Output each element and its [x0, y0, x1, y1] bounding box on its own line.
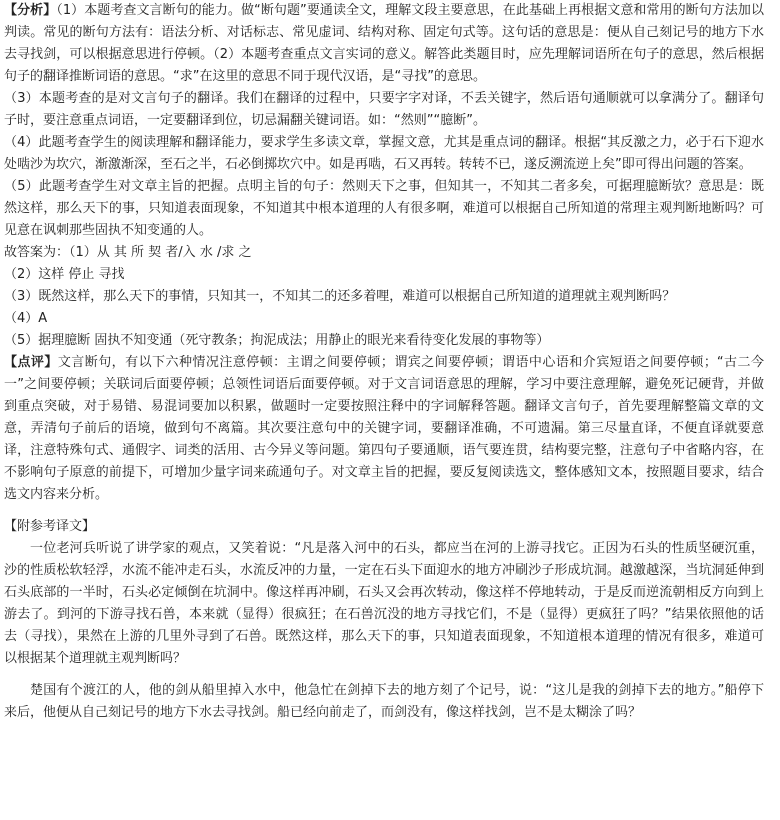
comment-section [4, 352, 764, 506]
analysis-paragraph-1 [4, 0, 764, 88]
answers-section [4, 242, 764, 352]
translation-paragraph-1: 一位老河兵听说了讲学家的观点，又笑着说：“凡是落入河中的石头，都应当在河的上游寻找它。正因为石头的性质坚硬沉重，沙的性质松软轻浮，水流不能冲走石头，水流反冲的力量，一定在石头下面迎水的地方冲刷沙子形成坑洞。越激越深，当坑洞延伸到石头底部的一半时，石头必定倾倒在坑洞中。像这样再冲刷，石头又会再次转动，像这样不停地转动，于是反而逆流朝相反方向到上游去了。到河的下游寻找石兽，本来就（显得）很疯狂；在石兽沉没的地方寻找它们，不是（显得）更疯狂了吗？”结果依照他的话去（寻找），果然在上游的几里外寻到了石兽。既然这样，那么天下的事，只知道表面现象，不知道根本道理的情况有很多，难道可以根据某个道理就主观判断吗？ [4, 541, 764, 666]
comment-text: 文言断句，有以下六种情况注意停顿：主谓之间要停顿；谓宾之间要停顿；谓语中心语和介宾短语之间要停顿；“古二今一”之间要停顿；关联词后面要停顿；总领性词语后面要停顿。对于文言词语意思的理解，学习中要注意理解，避免死记硬背，并做到重点突破，对于易错、易混词要加以积累，做题时一定要按照注释中的字词解释答题。翻译文言句子，首先要理解整篇文章的文意，弄清句子前后的语境，做到句不离篇。其次要注意句中的关键字词，要翻译准确，不可遗漏。第三尽量直译，不便直译就要意译，注意特殊句式、通假字、词类的活用、古今异义等问题。第四句子要通顺，语气要连贯，结构要完整，注意句子中省略内容，在不影响句子原意的前提下，可增加少量字词来疏通句子。对文章主旨的把握，要反复阅读选文，整体感知文本，按照题目要求，结合选文内容来分析。 [4, 355, 764, 502]
answer-2: （2）这样 停止 寻找 [4, 267, 125, 282]
analysis-paragraph-2: （3）本题考查的是对文言句子的翻译。我们在翻译的过程中，只要字字对译，不丢关键字，然后语句通顺就可以拿满分了。翻译句子时，要注意重点词语，一定要翻译到位，切忌漏翻关键词语。如：“然则”“臆断”。 [4, 91, 764, 128]
answer-4: （4）A [4, 311, 48, 326]
comment-heading: 【点评】 [4, 355, 58, 370]
analysis-paragraph-4: （5）此题考查学生对文章主旨的把握。点明主旨的句子：然则天下之事，但知其一，不知其二者多矣，可据理臆断欤？意思是：既然这样，那么天下的事，只知道表面现象，不知道其中根本道理的人有很多啊，难道可以根据自己所知道的常理主观判断地断吗？可见意在讽刺那些固执不知变通的人。 [4, 179, 764, 238]
translation-heading: 【附参考译文】 [4, 519, 96, 534]
section-spacer [4, 506, 764, 516]
answer-5: （5）据理臆断 固执不知变通（死守教条；拘泥成法；用静止的眼光来看待变化发展的事物等） [4, 333, 550, 348]
analysis-text-1: （1）本题考查文言断句的能力。做“断句题”要通读全文，理解文段主要意思，在此基础上再根据文意和常用的断句方法加以判读。常见的断句方法有：语法分析、对话标志、常见虚词、结构对称、固定句式等。这句话的意思是：便从自己刻记号的地方下水去寻找剑，可以根据意思进行停顿。（2）本题考查重点文言实词的意义。解答此类题目时，应先理解词语所在句子的意思，然后根据句子的翻译推断词语的意思。“求”在这里的意思不同于现代汉语，是“寻找”的意思。 [4, 3, 764, 84]
comment-paragraph [4, 352, 764, 506]
analysis-heading: 【分析】 [4, 3, 57, 18]
translation-section [4, 516, 764, 724]
answer-intro: 故答案为：（1）从 其 所 契 者/入 水 /求 之 [4, 245, 252, 260]
translation-paragraph-2: 楚国有个渡江的人，他的剑从船里掉入水中，他急忙在剑掉下去的地方刻了个记号，说：“这儿是我的剑掉下去的地方。”船停下来后，他便从自己刻记号的地方下水去寻找剑。船已经向前走了，而剑没有，像这样找剑，岂不是太糊涂了吗？ [4, 683, 764, 720]
analysis-section [4, 0, 764, 242]
answer-3: （3）既然这样，那么天下的事情，只知其一，不知其二的还多着哩，难道可以根据自己所知道的道理就主观判断吗？ [4, 289, 676, 304]
analysis-paragraph-3: （4）此题考查学生的阅读理解和翻译能力，要求学生多读文章，掌握文意，尤其是重点词的翻译。根据“其反激之力，必于石下迎水处啮沙为坎穴，渐激渐深，至石之半，石必倒掷坎穴中。如是再啮，石又再转。转转不已，遂反溯流逆上矣”即可得出问题的答案。 [4, 135, 764, 172]
